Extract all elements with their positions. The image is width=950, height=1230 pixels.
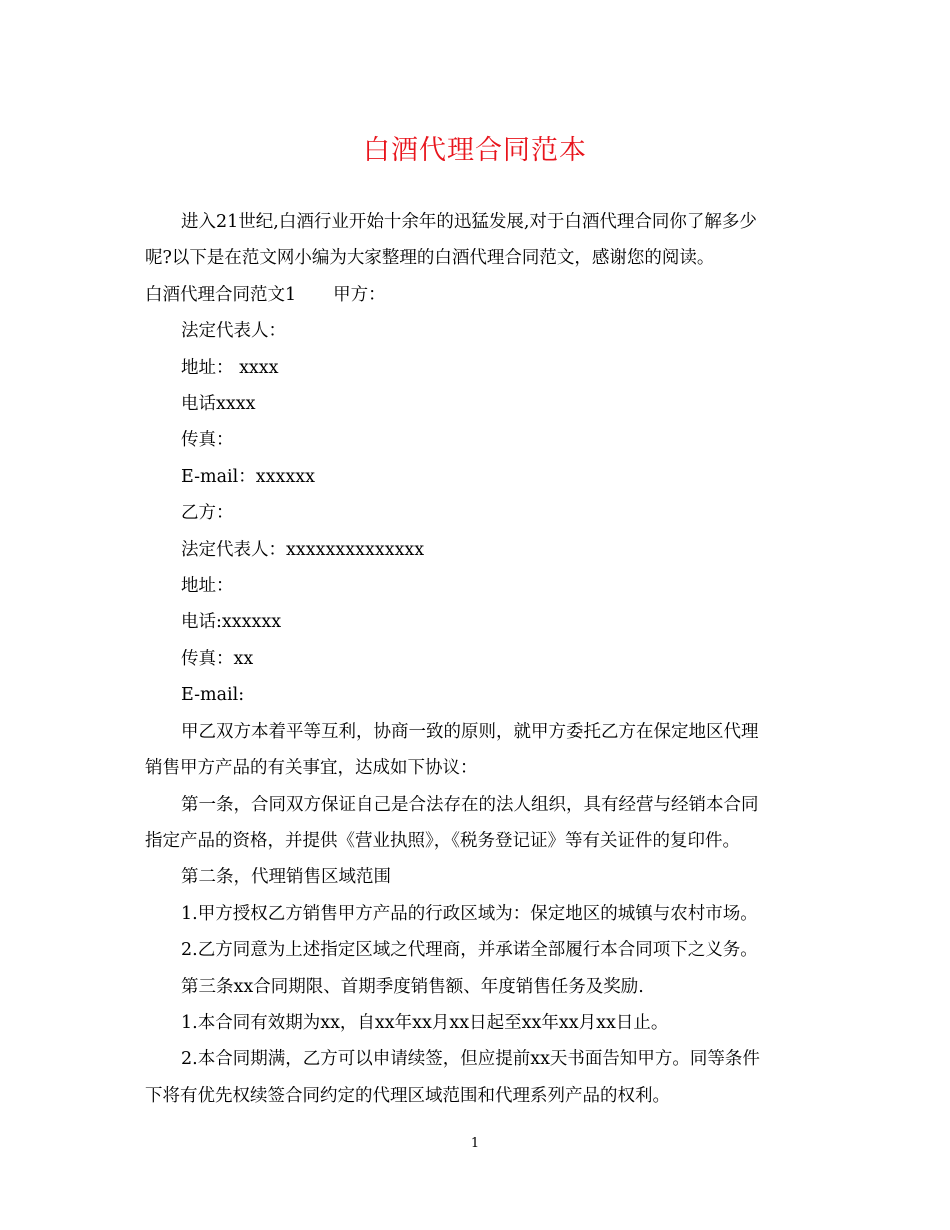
sample-heading: 白酒代理合同范文1 [145,284,297,305]
party-b-fax: 传真：xx [181,648,254,669]
intro-line-2: 呢?以下是在范文网小编为大家整理的白酒代理合同范文，感谢您的阅读。 [145,248,715,269]
document-body [145,204,810,1114]
party-a-phone: 电话xxxx [181,394,256,415]
party-b-phone: 电话:xxxxxx [181,612,282,633]
article-2-clause-2: 2.乙方同意为上述指定区域之代理商，并承诺全部履行本合同项下之义务。 [181,940,758,961]
article-2-clause-1: 1.甲方授权乙方销售甲方产品的行政区域为：保定地区的城镇与农村市场。 [181,903,758,924]
party-b-address: 地址： [181,576,234,597]
party-a-email: E-mail：xxxxxx [181,466,315,487]
article-3-clause-1: 1.本合同有效期为xx，自xx年xx月xx日起至xx年xx月xx日止。 [181,1012,669,1033]
article-3-clause-2-line-2: 下将有优先权续签合同约定的代理区域范围和代理系列产品的权利。 [145,1085,670,1106]
party-b-rep: 法定代表人：xxxxxxxxxxxxxx [181,539,425,560]
article-2-heading: 第二条，代理销售区域范围 [181,867,391,888]
article-3-heading: 第三条xx合同期限、首期季度销售额、年度销售任务及奖励. [181,976,644,997]
party-a-label: 甲方： [333,284,386,305]
page-number: 1 [470,1136,480,1151]
intro-line-1: 进入21世纪,白酒行业开始十余年的迅猛发展,对于白酒代理合同你了解多少 [181,212,757,232]
party-a-address: 地址： xxxx [181,357,279,378]
agreement-line-1: 甲乙双方本着平等互利，协商一致的原则，就甲方委托乙方在保定地区代理 [181,721,759,742]
party-a-fax: 传真： [181,430,234,451]
party-b-label: 乙方： [181,503,234,524]
article-3-clause-2-line-1: 2.本合同期满，乙方可以申请续签，但应提前xx天书面告知甲方。同等条件 [181,1049,760,1070]
party-b-email: E-mail: [181,685,245,706]
agreement-line-2: 销售甲方产品的有关事宜，达成如下协议： [145,758,478,779]
article-1-line-2: 指定产品的资格，并提供《营业执照》，《税务登记证》等有关证件的复印件。 [145,830,740,851]
party-a-rep: 法定代表人： [181,321,286,342]
sample-heading-line [145,277,810,313]
document-title: 白酒代理合同范本 [363,135,587,166]
article-1-line-1: 第一条，合同双方保证自己是合法存在的法人组织，具有经营与经销本合同 [181,794,759,815]
